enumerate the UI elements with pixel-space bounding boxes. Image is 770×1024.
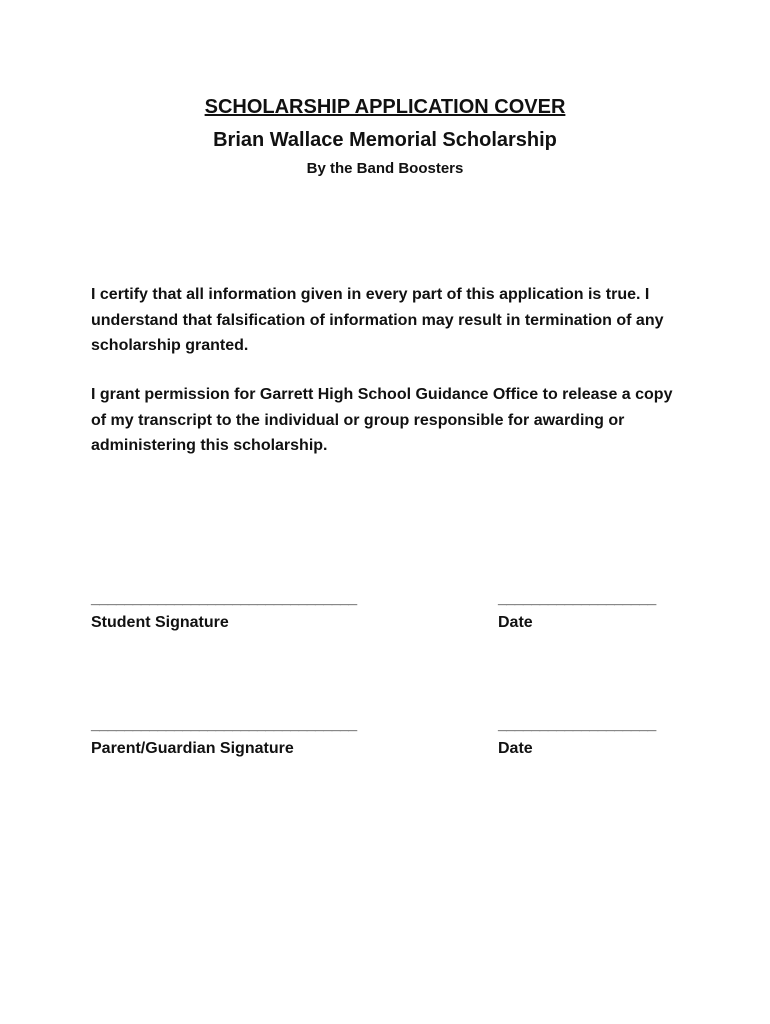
student-date-line[interactable]: ___________________	[498, 590, 656, 607]
student-date-label: Date	[498, 614, 533, 631]
parent-date-label: Date	[498, 740, 533, 757]
student-signature-label: Student Signature	[91, 614, 229, 631]
permission-paragraph: I grant permission for Garrett High School Guidance Office to release a copy of my transcript to the individual or group responsible for awarding or administering this scholarship.	[91, 386, 673, 454]
scholarship-name: Brian Wallace Memorial Scholarship	[213, 129, 557, 151]
parent-signature-label: Parent/Guardian Signature	[91, 740, 294, 757]
parent-date-line[interactable]: ___________________	[498, 716, 656, 733]
certification-paragraph: I certify that all information given in every part of this application is true. I understand that falsification of information may result in termination of any scholarship granted.	[91, 286, 664, 354]
parent-signature-line[interactable]: ________________________________	[91, 716, 357, 733]
student-signature-line[interactable]: ________________________________	[91, 590, 357, 607]
sponsor-byline: By the Band Boosters	[306, 160, 464, 177]
document-title: SCHOLARSHIP APPLICATION COVER	[204, 96, 566, 118]
